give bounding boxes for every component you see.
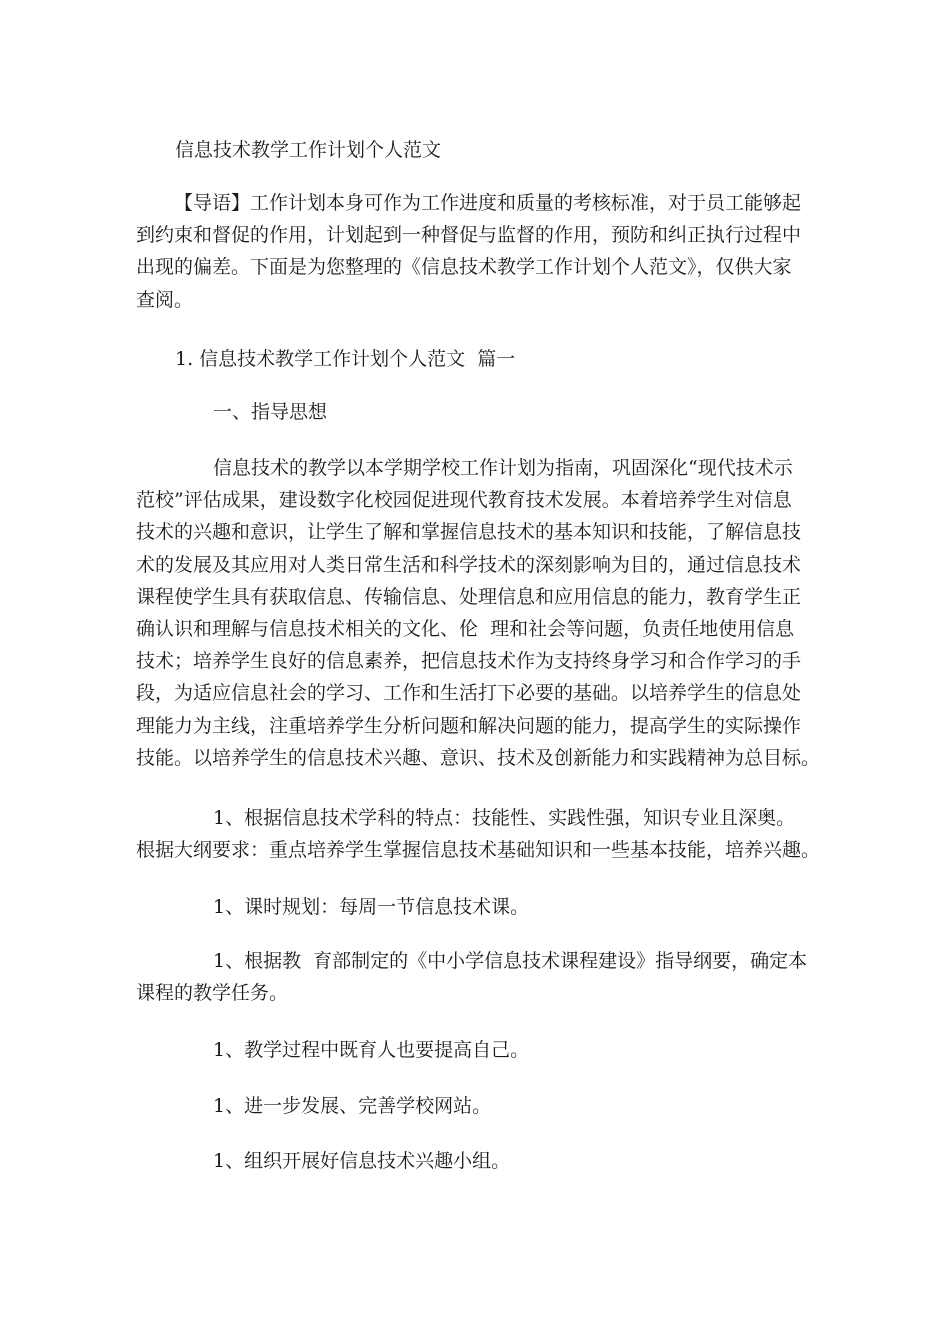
guiding-line: 术的发展及其应用对人类日常生活和科学技术的深刻影响为目的，通过信息技术 (136, 553, 802, 576)
list-item-subject-features (136, 802, 820, 866)
list-item-line: 1、根据教 育部制定的《中小学信息技术课程建设》指导纲要，确定本 (213, 950, 808, 972)
intro-line: 出现的偏差。下面是为您整理的《信息技术教学工作计划个人范文》，仅供大家 (136, 256, 792, 279)
intro-line: 到约束和督促的作用，计划起到一种督促与监督的作用，预防和纠正执行过程中 (136, 224, 802, 247)
guiding-line: 课程使学生具有获取信息、传输信息、处理信息和应用信息的能力，教育学生正 (136, 585, 802, 608)
guiding-line: 理能力为主线，注重培养学生分析问题和解决问题的能力，提高学生的实际操作 (136, 714, 802, 737)
intro-line: 【导语】工作计划本身可作为工作进度和质量的考核标准，对于员工能够起 (174, 192, 802, 214)
guiding-line: 段，为适应信息社会的学习、工作和生活打下必要的基础。以培养学生的信息处 (136, 682, 802, 705)
intro-line: 查阅。 (136, 288, 194, 311)
intro-paragraph (136, 187, 801, 316)
document-title: 信息技术教学工作计划个人范文 (175, 139, 442, 161)
guiding-line: 技术的兴趣和意识，让学生了解和掌握信息技术的基本知识和技能，了解信息技 (136, 521, 802, 544)
guiding-line: 范校”评估成果，建设数字化校园促进现代教育技术发展。本着培养学生对信息 (136, 489, 792, 512)
list-item-curriculum (136, 945, 807, 1009)
section-heading: 1. 信息技术教学工作计划个人范文 篇一 (175, 348, 516, 370)
subheading-guiding-ideas: 一、指导思想 (213, 401, 328, 423)
list-item-line: 1、根据信息技术学科的特点：技能性、实践性强，知识专业且深奥。 (213, 807, 796, 829)
guiding-line: 信息技术的教学以本学期学校工作计划为指南，巩固深化“现代技术示 (213, 457, 793, 479)
guiding-line: 技能。以培养学生的信息技术兴趣、意识、技术及创新能力和实践精神为总目标。 (136, 746, 821, 769)
guiding-paragraph (136, 452, 820, 774)
list-item-school-website: 1、进一步发展、完善学校网站。 (213, 1095, 492, 1117)
list-item-interest-group: 1、组织开展好信息技术兴趣小组。 (213, 1150, 511, 1172)
list-item-self-improvement: 1、教学过程中既育人也要提高自己。 (213, 1039, 530, 1061)
list-item-line: 根据大纲要求：重点培养学生掌握信息技术基础知识和一些基本技能，培养兴趣。 (136, 839, 821, 862)
list-item-class-hours: 1、课时规划：每周一节信息技术课。 (213, 896, 530, 918)
guiding-line: 技术；培养学生良好的信息素养，把信息技术作为支持终身学习和合作学习的手 (136, 650, 802, 673)
guiding-line: 确认识和理解与信息技术相关的文化、伦 理和社会等问题，负责任地使用信息 (136, 618, 795, 641)
list-item-line: 课程的教学任务。 (136, 982, 289, 1005)
